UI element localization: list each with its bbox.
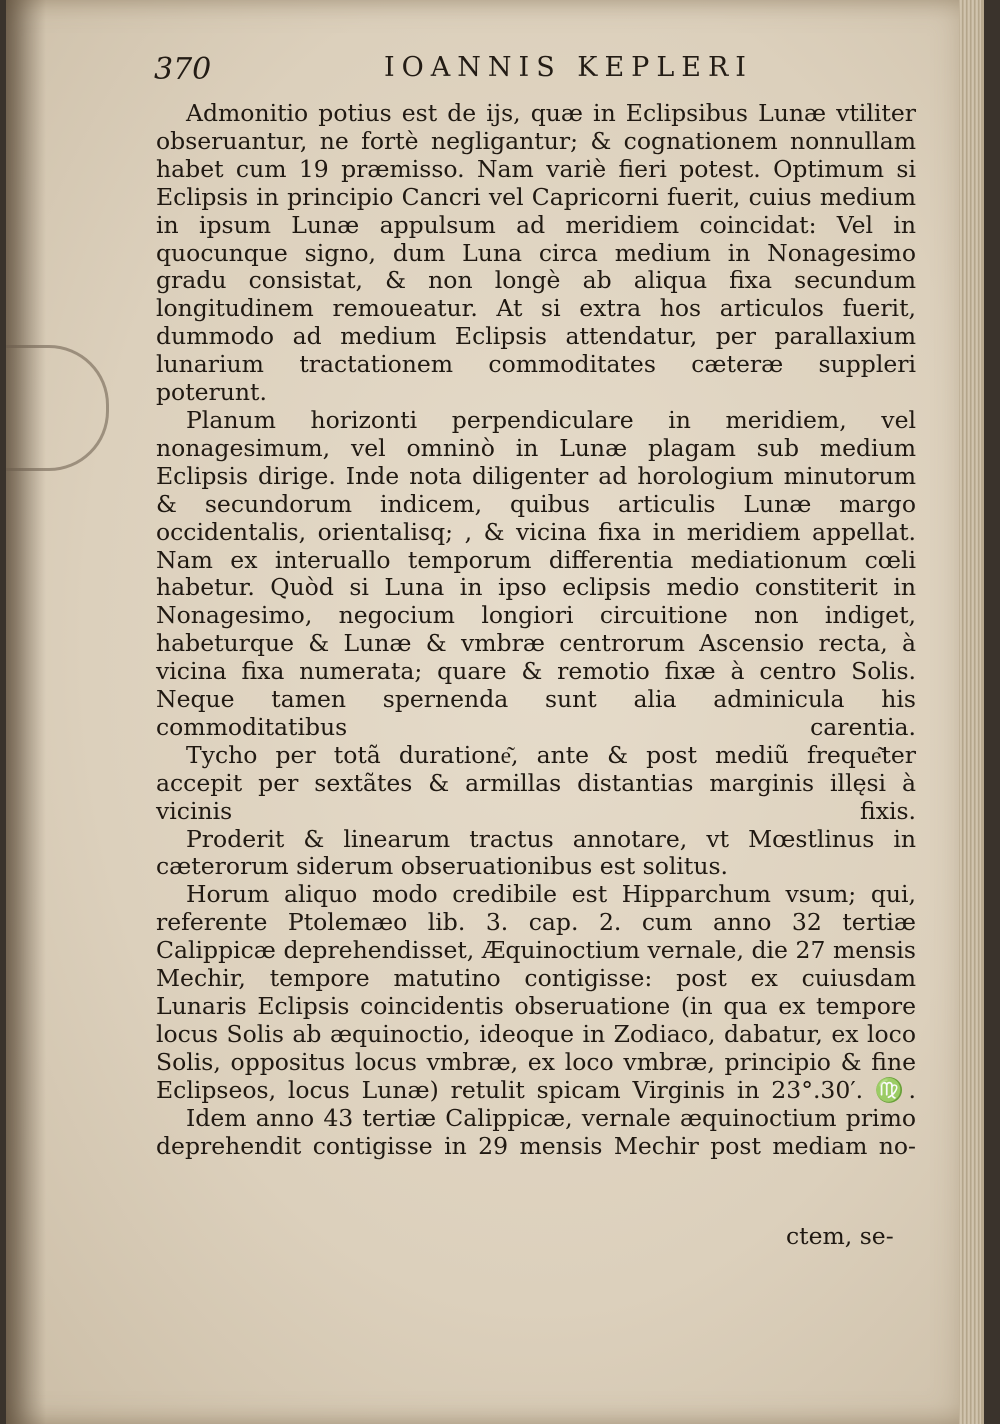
page-number: 370 [154,52,212,87]
paragraph-proderit: Proderit & linearum tractus annotare, vt Mœstlinus in cæterorum siderum obseruationibus est solitus. [156,824,916,881]
page-edge [959,0,981,1424]
book-page [6,0,984,1424]
paragraph-horum: Horum aliquo modo credibile est Hipparchum vsum; qui, referente Ptolemæo lib. 3. cap. 2. cum anno 32 tertiæ Calippicæ deprehendisset, Æquinoctium vernale, die 27 mensis Mechir, tempore matutino contigisse: post ex cuiusdam Lunaris Eclipsis coincidentis obseruatione (in qua ex tempore locus Solis ab æquinoctio, ideoque in Zodiaco, dabatur, ex loco Solis, oppositus locus vmbræ, ex loco vmbræ, principio & fine Eclipseos, locus Lunæ) retulit spicam Virginis in 23°.30′. ♍. [156,880,916,1104]
paragraph-planum: Planum horizonti perpendiculare in meridiem, vel nonagesimum, vel omninò in Lunæ plagam sub medium Eclipsis dirige. Inde nota diligenter ad horologium minutorum & secundorum indicem, quibus articulis Lunæ margo occidentalis, orientalisq; , & vicina fixa in meridiem appellat. Nam ex interuallo temporum differentia mediationum cœli habetur. Quòd si Luna in ipso eclipsis medio constiterit in Nonagesimo, negocium longiori circuitione non indiget, habeturque & Lunæ & vmbræ centrorum Ascensio recta, à vicina fixa numerata; quare & remotio fixæ à centro Solis. Neque tamen spernenda sunt alia adminicula his commoditatibus carentia. [156,405,916,741]
paragraph-admonitio: Admonitio potius est de ijs, quæ in Eclipsibus Lunæ vtiliter obseruantur, ne fortè negligantur; & cognationem nonnullam habet cum 19 præmisso. Nam variè fieri potest. Optimum si Eclipsis in principio Cancri vel Capricorni fuerit, cuius medium in ipsum Lunæ appulsum ad meridiem coincidat: Vel in quocunque signo, dum Luna circa medium in Nonagesimo gradu consistat, & non longè ab aliqua fixa secundum longitudinem remoueatur. At si extra hos articulos fuerit, dummodo ad medium Eclipsis attendatur, per parallaxium lunarium tractationem commoditates cæteræ suppleri poterunt. [156,99,916,407]
ribbon-marker [6,345,109,471]
page-header [154,52,914,92]
running-head: IOANNIS KEPLERI [384,52,753,83]
gutter-shadow [6,0,46,1424]
paragraph-tycho: Tycho per totã duratione͂, ante & post mediũ freque͂ter accepit per sextãtes & armillas distantias marginis illęsi à vicinis fixis. [156,740,916,825]
paragraph-idem: Idem anno 43 tertiæ Calippicæ, vernale æquinoctium primo deprehendit contigisse in 29 mensis Mechir post mediam no- [156,1103,916,1160]
catchword: ctem, se- [786,1222,894,1250]
body-text [156,100,916,1160]
